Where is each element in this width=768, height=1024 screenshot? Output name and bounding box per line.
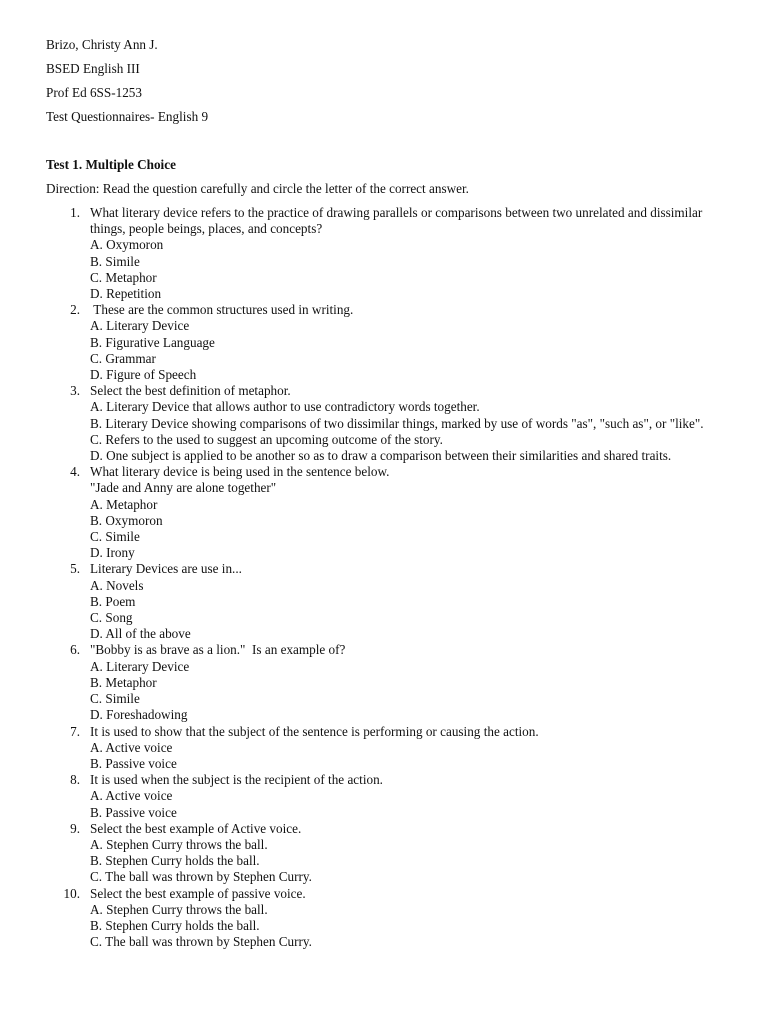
answer-choices — [90, 318, 722, 383]
answer-choices — [90, 578, 722, 643]
question-text: These are the common structures used in writing. — [90, 302, 354, 318]
answer-choice: C. Refers to the used to suggest an upcoming outcome of the story. — [90, 431, 443, 447]
answer-choices — [90, 497, 722, 562]
answer-choice: A. Stephen Curry throws the ball. — [90, 836, 268, 852]
question-item — [0, 302, 768, 383]
answer-choice: C. Simile — [90, 691, 140, 707]
test-title: Test 1. Multiple Choice — [46, 157, 176, 172]
answer-choice: C. The ball was thrown by Stephen Curry. — [90, 934, 312, 950]
answer-choice: B. Oxymoron — [90, 512, 163, 528]
question-text: Select the best definition of metaphor. — [90, 383, 291, 399]
answer-choice: A. Stephen Curry throws the ball. — [90, 901, 268, 917]
answer-choice: D. Irony — [90, 545, 135, 561]
answer-choices — [90, 837, 722, 886]
question-item — [0, 561, 768, 642]
question-number: 1. — [70, 205, 80, 220]
answer-choice: B. Passive voice — [90, 755, 177, 771]
question-item — [0, 886, 768, 951]
answer-choice: B. Stephen Curry holds the ball. — [90, 917, 260, 933]
answer-choice: B. Stephen Curry holds the ball. — [90, 853, 260, 869]
answer-choices — [90, 399, 722, 464]
answer-choice: C. Grammar — [90, 350, 156, 366]
question-list — [0, 205, 768, 950]
question-number: 6. — [70, 642, 80, 658]
question-number: 2. — [70, 302, 80, 318]
question-text: It is used when the subject is the recipient of the action. — [90, 772, 383, 788]
question-item — [0, 724, 768, 773]
question-item — [0, 205, 768, 302]
answer-choices — [90, 740, 722, 772]
answer-choice: A. Literary Device — [90, 658, 190, 674]
answer-choice: A. Active voice — [90, 788, 173, 804]
question-item — [0, 772, 768, 821]
document-title: Test Questionnaires- English 9 — [46, 109, 209, 124]
subject-line: Prof Ed 6SS-1253 — [46, 85, 142, 100]
answer-choice: B. Simile — [90, 253, 140, 269]
student-name: Brizo, Christy Ann J. — [46, 37, 158, 52]
question-item — [0, 383, 768, 464]
answer-choices — [90, 237, 722, 302]
question-text: Select the best example of passive voice. — [90, 885, 306, 901]
answer-choice: A. Oxymoron — [90, 237, 164, 253]
question-number: 8. — [70, 772, 80, 788]
answer-choice: B. Figurative Language — [90, 334, 215, 350]
question-number: 4. — [70, 464, 80, 480]
question-item — [0, 642, 768, 723]
answer-choice: A. Literary Device — [90, 318, 190, 334]
answer-choice: D. Foreshadowing — [90, 707, 188, 723]
question-text: What literary device is being used in the sentence below. — [90, 464, 390, 480]
question-example-sentence: "Jade and Anny are alone together" — [90, 480, 277, 496]
test-direction: Direction: Read the question carefully and circle the letter of the correct answer. — [46, 181, 469, 196]
question-number: 10. — [63, 885, 80, 901]
answer-choice: C. Song — [90, 610, 133, 626]
answer-choice: A. Metaphor — [90, 496, 158, 512]
answer-choices — [90, 659, 722, 724]
answer-choice: D. Figure of Speech — [90, 367, 197, 383]
question-text: It is used to show that the subject of the sentence is performing or causing the action. — [90, 723, 539, 739]
answer-choice: D. One subject is applied to be another so as to draw a comparison between their similarities and shared traits. — [90, 448, 672, 464]
question-number: 7. — [70, 723, 80, 739]
answer-choice: C. The ball was thrown by Stephen Curry. — [90, 869, 312, 885]
question-number: 5. — [70, 561, 80, 577]
answer-choice: B. Literary Device showing comparisons of two dissimilar things, marked by use of words "as", "such as", or "like". — [90, 415, 704, 431]
question-text: What literary device refers to the practice of drawing parallels or comparisons between two unrelated and dissimilar things, people beings, places, and concepts? — [90, 205, 706, 237]
answer-choice: D. Repetition — [90, 286, 162, 302]
answer-choice: C. Metaphor — [90, 269, 157, 285]
answer-choice: C. Simile — [90, 529, 140, 545]
question-number: 9. — [70, 820, 80, 836]
question-text: Select the best example of Active voice. — [90, 820, 302, 836]
course-line: BSED English III — [46, 61, 140, 76]
answer-choice: A. Literary Device that allows author to use contradictory words together. — [90, 399, 480, 415]
answer-choices — [90, 788, 722, 820]
answer-choice: B. Passive voice — [90, 804, 177, 820]
answer-choice: B. Poem — [90, 593, 136, 609]
answer-choice: A. Novels — [90, 577, 144, 593]
answer-choice: D. All of the above — [90, 626, 191, 642]
question-item — [0, 821, 768, 886]
question-text: Literary Devices are use in... — [90, 561, 242, 577]
question-text: "Bobby is as brave as a lion." Is an example of? — [90, 642, 346, 658]
question-item — [0, 464, 768, 561]
answer-choices — [90, 902, 722, 951]
question-number: 3. — [70, 383, 80, 399]
answer-choice: B. Metaphor — [90, 674, 157, 690]
answer-choice: A. Active voice — [90, 739, 173, 755]
